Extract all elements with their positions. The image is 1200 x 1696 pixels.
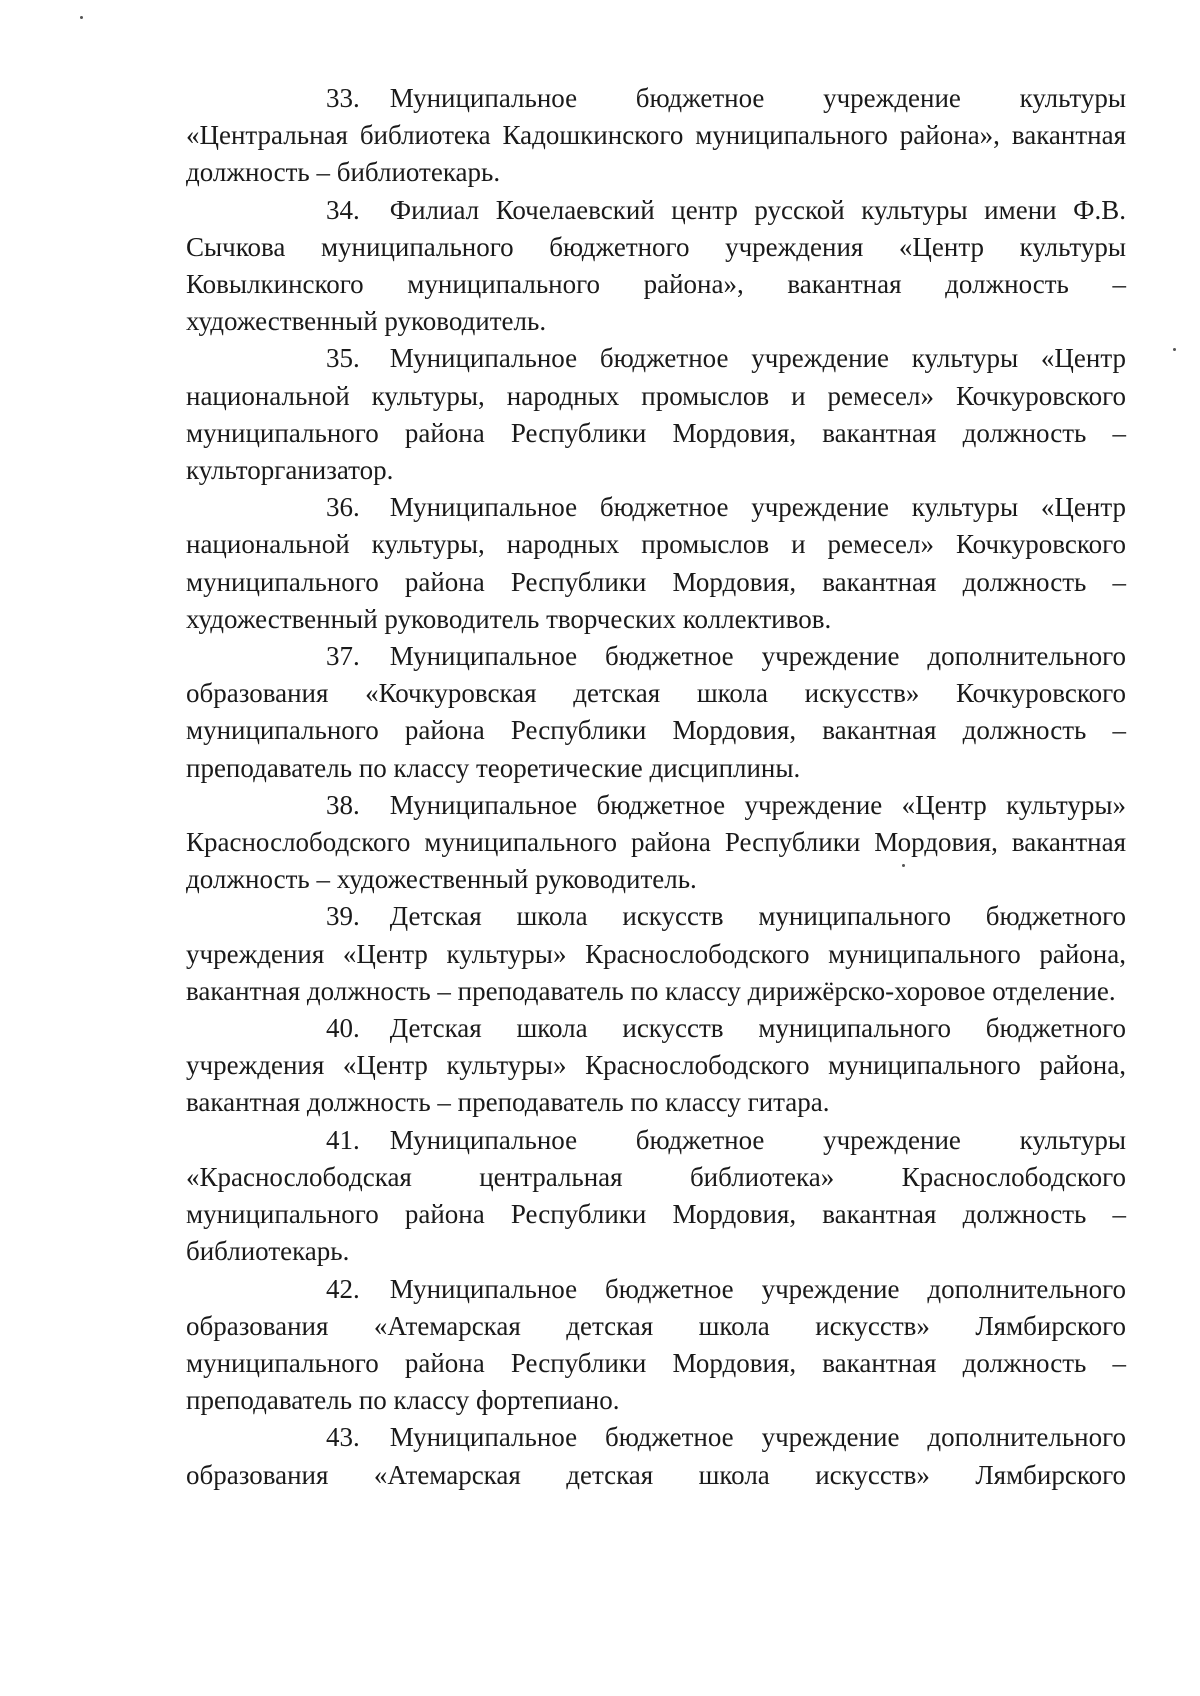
scan-speck xyxy=(1173,348,1176,351)
item-text: Муниципальное бюджетное учреждение культуры «Центральная библиотека Кадошкинского муниципального района», вакантная должность – библиотекарь. xyxy=(186,83,1126,188)
item-number: 40. xyxy=(326,1013,360,1044)
list-item-33 xyxy=(186,80,1126,192)
item-number: 41. xyxy=(326,1124,360,1155)
item-number: 43. xyxy=(326,1422,360,1453)
item-text: Муниципальное бюджетное учреждение дополнительного образования «Атемарская детская школа искусств» Лямбирского муниципального района Республики Мордовия, вакантная должность – преподаватель по классу фортепиано. xyxy=(186,1273,1126,1416)
list-item-35 xyxy=(186,340,1126,489)
item-number: 35. xyxy=(326,343,360,374)
scan-speck xyxy=(80,16,83,19)
list-item-43 xyxy=(186,1419,1126,1493)
item-number: 39. xyxy=(326,901,360,932)
item-text: Муниципальное бюджетное учреждение культуры «Центр национальной культуры, народных промыслов и ремесел» Кочкуровского муниципального района Республики Мордовия, вакантная должность – художественный руководитель творческих коллективов. xyxy=(186,492,1126,634)
list-item-40 xyxy=(186,1010,1126,1122)
item-text: Муниципальное бюджетное учреждение культуры «Краснослободская центральная библиотека» Краснослободского муниципального района Республики Мордовия, вакантная должность – библиотекарь. xyxy=(186,1124,1126,1267)
item-text: Детская школа искусств муниципального бюджетного учреждения «Центр культуры» Краснослободского муниципального района, вакантная должность – преподаватель по классу дирижёрско-хоровое отделение. xyxy=(186,901,1126,1006)
list-item-38 xyxy=(186,787,1126,899)
item-number: 36. xyxy=(326,492,360,523)
list-item-36 xyxy=(186,489,1126,638)
item-number: 33. xyxy=(326,83,360,113)
item-text: Муниципальное бюджетное учреждение дополнительного образования «Атемарская детская школа искусств» Лямбирского xyxy=(186,1422,1126,1490)
list-item-39 xyxy=(186,898,1126,1010)
list-item-42 xyxy=(186,1271,1126,1420)
item-number: 34. xyxy=(326,194,360,225)
item-text: Муниципальное бюджетное учреждение дополнительного образования «Кочкуровская детская школа искусств» Кочкуровского муниципального района Республики Мордовия, вакантная должность – преподаватель по классу теоретические дисциплины. xyxy=(186,641,1126,783)
list-item-41 xyxy=(186,1122,1126,1271)
item-number: 42. xyxy=(326,1273,360,1304)
item-text: Муниципальное бюджетное учреждение «Центр культуры» Краснослободского муниципального района Республики Мордовия, вакантная должность – художественный руководитель. xyxy=(186,789,1126,895)
item-number: 37. xyxy=(326,641,360,672)
item-text: Филиал Кочелаевский центр русской культуры имени Ф.В. Сычкова муниципального бюджетного учреждения «Центр культуры Ковылкинского муниципального района», вакантная должность – художественный руководитель. xyxy=(186,194,1126,337)
item-text: Муниципальное бюджетное учреждение культуры «Центр национальной культуры, народных промыслов и ремесел» Кочкуровского муниципального района Республики Мордовия, вакантная должность – культорганизатор. xyxy=(186,343,1126,486)
document-body xyxy=(186,80,1126,1494)
list-item-34 xyxy=(186,192,1126,341)
list-item-37 xyxy=(186,638,1126,787)
item-text: Детская школа искусств муниципального бюджетного учреждения «Центр культуры» Краснослободского муниципального района, вакантная должность – преподаватель по классу гитара. xyxy=(186,1013,1126,1118)
scan-speck xyxy=(902,864,905,867)
item-number: 38. xyxy=(326,789,360,820)
